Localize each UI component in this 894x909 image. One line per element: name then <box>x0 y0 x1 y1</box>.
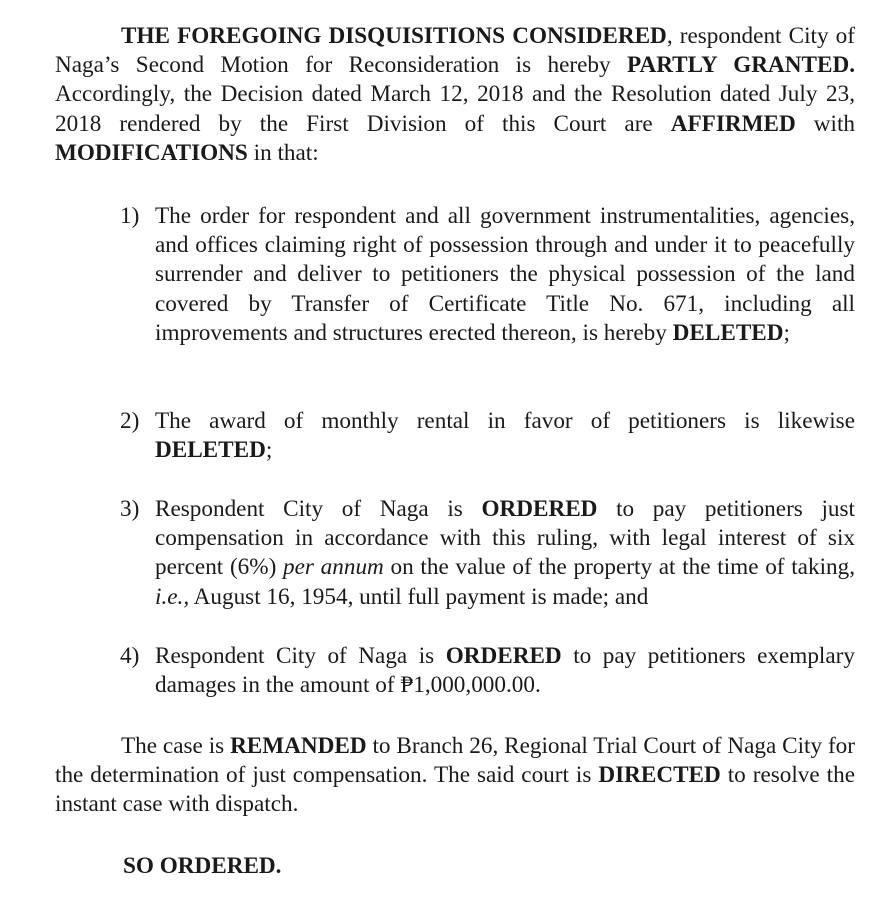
remand-paragraph: The case is REMANDED to Branch 26, Regional Trial Court of Naga City for the determination of just compensation. The said court is DIRECTED to resolve the instant case with dispatch. <box>55 733 855 818</box>
item-number: 2) <box>120 408 140 434</box>
item-number: 3) <box>120 496 140 522</box>
item-text: The award of monthly rental in favor of petitioners is likewise DELETED; <box>155 408 855 464</box>
intro-paragraph: THE FOREGOING DISQUISITIONS CONSIDERED, respondent City of Naga’s Second Motion for Reconsideration is hereby PARTLY GRANTED. Accordingly, the Decision dated March 12, 2018 and the Resolution dated July 23, 2018 rendered by the First Division of this Court are AFFIRMED with MODIFICATIONS in that: <box>55 23 855 166</box>
item-text: Respondent City of Naga is ORDERED to pay petitioners exemplary damages in the amount of ₱1,000,000.00. <box>155 643 855 699</box>
item-number: 4) <box>120 643 140 669</box>
closing-order: SO ORDERED. <box>123 853 282 879</box>
intro-lead: THE FOREGOING DISQUISITIONS CONSIDERED <box>121 23 667 49</box>
list-item-2 <box>120 407 855 465</box>
item-text: The order for respondent and all government instrumentalities, agencies, and offices claiming right of possession through and under it to peacefully surrender and deliver to petitioners the physical possession of the land covered by Transfer of Certificate Title No. 671, including all improvements and structures erected thereon, is hereby DELETED; <box>155 203 855 346</box>
list-item-3 <box>120 495 855 612</box>
item-number: 1) <box>120 203 140 229</box>
list-item-1 <box>120 202 855 348</box>
list-item-4 <box>120 642 855 700</box>
item-text: Respondent City of Naga is ORDERED to pay petitioners just compensation in accordance with this ruling, with legal interest of six percent (6%) per annum on the value of the property at the time of taking, i.e., August 16, 1954, until full payment is made; and <box>155 496 855 610</box>
